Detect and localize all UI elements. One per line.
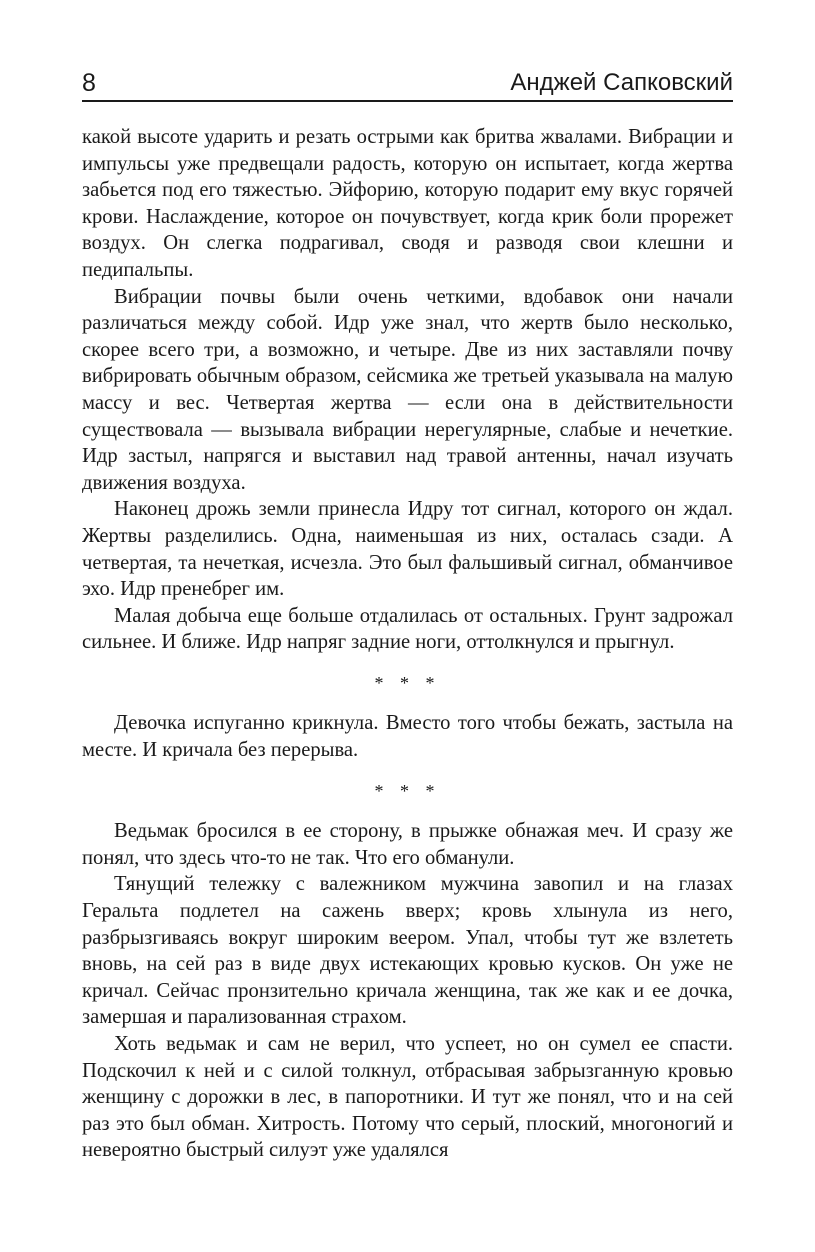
paragraph: Девочка испуганно крикнула. Вместо того чтобы бежать, застыла на месте. И кричала без перерыва. bbox=[82, 712, 733, 762]
paragraph: Малая добыча еще больше отдалилась от остальных. Грунт задрожал сильнее. И ближе. Идр напряг задние ноги, оттолкнулся и прыгнул. bbox=[82, 604, 733, 654]
body-text bbox=[82, 124, 733, 1164]
section-break: * * * bbox=[374, 780, 441, 801]
running-head-author: Анджей Сапковский bbox=[510, 69, 733, 96]
paragraph: Вибрации почвы были очень четкими, вдобавок они начали различаться между собой. Идр уже знал, что жертв было несколько, скорее всего три, а возможно, и четыре. Две из них заставляли почву вибрировать обычным образом, сейсмика же третьей указывала на малую массу и вес. Четвертая жертва — если она в действительности существовала — вызывала вибрации нерегулярные, слабые и нечеткие. Идр застыл, напрягся и выставил над травой антенны, начал изучать движения воздуха. bbox=[82, 285, 733, 494]
page-number: 8 bbox=[82, 69, 96, 97]
paragraph: Хоть ведьмак и сам не верил, что успеет, но он сумел ее спасти. Подскочил к ней и с силой толкнул, отбрасывая забрызганную кровью женщину с дорожки в лес, в папоротники. И тут же понял, что и на сей раз это был обман. Хитрость. Потому что серый, плоский, многоногий и невероятно быстрый силуэт уже удалялся bbox=[82, 1033, 733, 1162]
paragraph: Ведьмак бросился в ее сторону, в прыжке обнажая меч. И сразу же понял, что здесь что-то не так. Что его обманули. bbox=[82, 820, 733, 869]
paragraph: Тянущий тележку с валежником мужчина завопил и на глазах Геральта подлетел на сажень вверх; кровь хлынула из него, разбрызгиваясь вокруг широким веером. Упал, чтобы тут же взлететь вновь, на сей раз в виде двух истекающих кровью кусков. Он уже не кричал. Сейчас пронзительно кричала женщина, так же как и ее дочка, замершая и парализованная страхом. bbox=[82, 873, 733, 1029]
section-break: * * * bbox=[374, 672, 441, 693]
book-page bbox=[82, 62, 733, 1164]
running-head bbox=[82, 62, 733, 102]
paragraph: какой высоте ударить и резать острыми как бритва жвалами. Вибрации и импульсы уже предвещали радость, которую он испытает, когда жертва забьется под его тяжестью. Эйфорию, которую подарит ему вкус горячей крови. Наслаждение, которое он почувствует, когда крик боли прорежет воздух. Он слегка подрагивал, сводя и разводя свои клешни и педипальпы. bbox=[82, 126, 733, 281]
paragraph: Наконец дрожь земли принесла Идру тот сигнал, которого он ждал. Жертвы разделились. Одна, наименьшая из них, осталась сзади. А четвертая, та нечеткая, исчезла. Это был фальшивый сигнал, обманчивое эхо. Идр пренебрег им. bbox=[82, 498, 733, 601]
